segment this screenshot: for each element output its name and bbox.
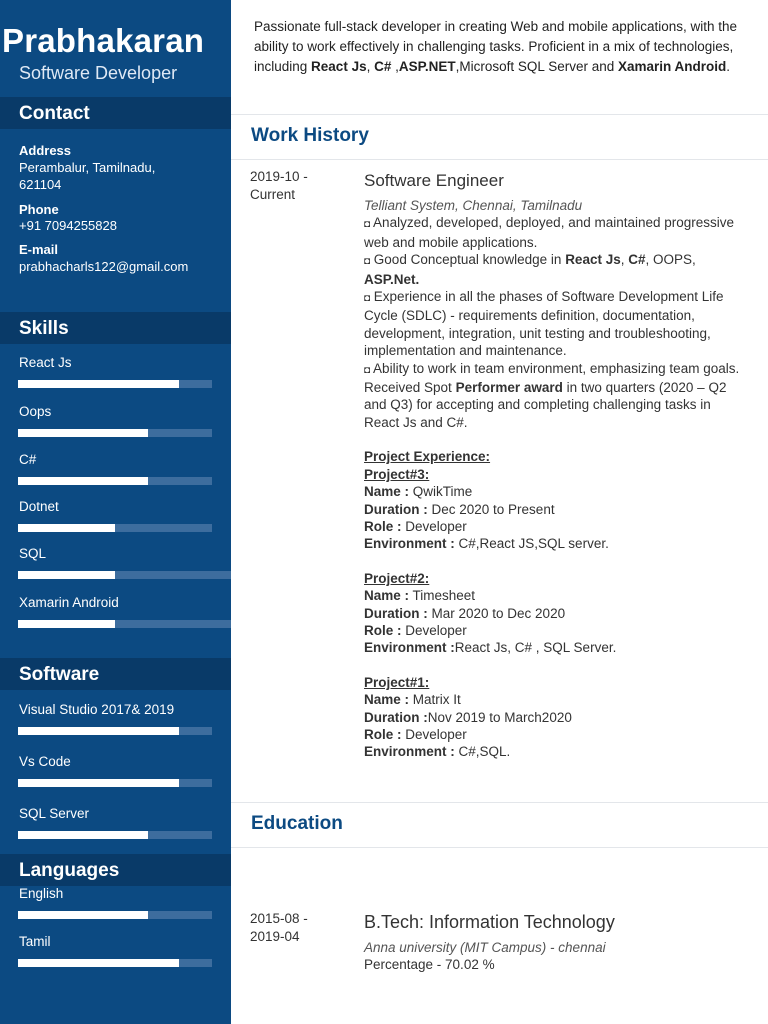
software-bar-fill-sql-server — [18, 831, 148, 839]
school: Anna university (MIT Campus) - chennai — [364, 940, 606, 955]
candidate-title: Software Developer — [19, 63, 178, 83]
project-role: Role : Developer — [364, 518, 467, 534]
languages-bar-fill-english — [18, 911, 148, 919]
software-label-vs-code: Vs Code — [19, 754, 71, 769]
project-role: Role : Developer — [364, 622, 467, 638]
languages-label-tamil: Tamil — [19, 934, 51, 949]
project-heading: Project#1: — [364, 674, 430, 690]
education-heading: Education — [231, 802, 768, 848]
skills-bar-sql — [18, 571, 231, 579]
skills-label-oops: Oops — [19, 404, 52, 419]
address-value: Perambalur, Tamilnadu, 621104 — [19, 160, 156, 192]
languages-bar-tamil — [18, 959, 212, 967]
skills-bar-fill-react-js — [18, 380, 179, 388]
skills-heading: Skills — [0, 312, 231, 344]
summary: Passionate full-stack developer in creating Web and mobile applications, with the ability to work effectively in challenging tasks. Proficient in a mix of technologies, including React Js, C# ,ASP.NET,Microsoft SQL Server and Xamarin Android. — [254, 19, 738, 74]
email-label: E-mail — [19, 242, 59, 257]
job-title: Software Engineer — [364, 171, 504, 190]
skills-label-sql: SQL — [19, 546, 47, 561]
software-bar-visual-studio-2017-2019 — [18, 727, 212, 735]
skills-bar-fill-oops — [18, 429, 148, 437]
main-content — [231, 0, 768, 1024]
work-dates: 2019-10 - Current — [250, 169, 308, 202]
project-duration: Duration : Mar 2020 to Dec 2020 — [364, 605, 566, 621]
project-name: Name : QwikTime — [364, 484, 473, 500]
project-duration: Duration : Dec 2020 to Present — [364, 501, 555, 517]
project-item — [364, 466, 749, 553]
skills-bar-react-js — [18, 380, 212, 388]
contact-heading: Contact — [0, 97, 231, 129]
software-label-visual-studio-2017-2019: Visual Studio 2017& 2019 — [19, 702, 175, 717]
software-bar-sql-server — [18, 831, 212, 839]
work-history-heading: Work History — [231, 114, 768, 160]
skills-label-dotnet: Dotnet — [19, 499, 59, 514]
skills-bar-fill-sql — [18, 571, 115, 579]
phone-label: Phone — [19, 202, 59, 217]
languages-label-english: English — [19, 886, 64, 901]
phone-value: +91 7094255828 — [19, 218, 117, 233]
project-environment: Environment : C#,React JS,SQL server. — [364, 536, 609, 552]
project-environment: Environment :React Js, C# , SQL Server. — [364, 640, 617, 656]
job-description: Telliant System, Chennai, Tamilnadu ◘ Analyzed, developed, deployed, and maintained progressive web and mobile applications. ◘ Good Conceptual knowledge in React Js, C#, OOPS, ASP.Net. ◘ Experience in all the phases of Software Development Life Cycle (SDLC) - requirements definition, documentation, development, integration, unit testing and troubleshooting, implementation and maintenance. ◘ Ability to work in team environment, emphasizing team goals. Received Spot Performer award in two quarters (2020 – Q2 and Q3) for accepting and completing challenging tasks in React Js and C#. Project Experience: Project#3: Name : QwikTime Duration : Dec 2020 to Present Role : Developer Environment : C#,React JS,SQL server. Project#2: Name : Timesheet Duration : Mar 2020 to Dec 2020 Role : Developer Environment :React Js, C# , SQL Server. Project#1: Name : Matrix It Duration :Nov 2019 to March2020 Role : Developer Environment : C#,SQL. — [364, 197, 749, 761]
email-value[interactable]: prabhacharls122@gmail.com — [19, 259, 189, 274]
project-environment: Environment : C#,SQL. — [364, 744, 511, 760]
project-name: Name : Matrix It — [364, 692, 461, 708]
project-heading: Project#2: — [364, 570, 430, 586]
languages-bar-fill-tamil — [18, 959, 179, 967]
software-label-sql-server: SQL Server — [19, 806, 90, 821]
project-item — [364, 674, 749, 761]
skills-label-react-js: React Js — [19, 355, 72, 370]
skills-bar-xamarin-android — [18, 620, 231, 628]
degree: B.Tech: Information Technology — [364, 912, 615, 932]
project-duration: Duration :Nov 2019 to March2020 — [364, 709, 572, 725]
candidate-name: Prabhakaran — [2, 22, 205, 59]
sidebar — [0, 0, 231, 1024]
skills-bar-fill-c — [18, 477, 148, 485]
skills-bar-fill-dotnet — [18, 524, 115, 532]
address-label: Address — [19, 143, 72, 158]
languages-heading: Languages — [0, 854, 231, 886]
skills-label-c: C# — [19, 452, 37, 467]
project-role: Role : Developer — [364, 726, 467, 742]
project-item — [364, 570, 749, 657]
software-bar-fill-vs-code — [18, 779, 179, 787]
education-details — [364, 939, 749, 974]
languages-bar-english — [18, 911, 212, 919]
education-dates: 2015-08 - 2019-04 — [250, 911, 308, 944]
skills-bar-oops — [18, 429, 212, 437]
software-bar-fill-visual-studio-2017-2019 — [18, 727, 179, 735]
projects-list — [364, 466, 749, 761]
software-bar-vs-code — [18, 779, 212, 787]
skills-label-xamarin-android: Xamarin Android — [19, 595, 119, 610]
skills-bar-dotnet — [18, 524, 212, 532]
software-heading: Software — [0, 658, 231, 690]
project-heading: Project#3: — [364, 466, 430, 482]
project-name: Name : Timesheet — [364, 588, 476, 604]
company: Telliant System, Chennai, Tamilnadu — [364, 198, 583, 213]
skills-bar-fill-xamarin-android — [18, 620, 115, 628]
percentage: Percentage - 70.02 % — [364, 957, 495, 973]
skills-bar-c — [18, 477, 212, 485]
project-experience-heading: Project Experience: — [364, 449, 491, 465]
